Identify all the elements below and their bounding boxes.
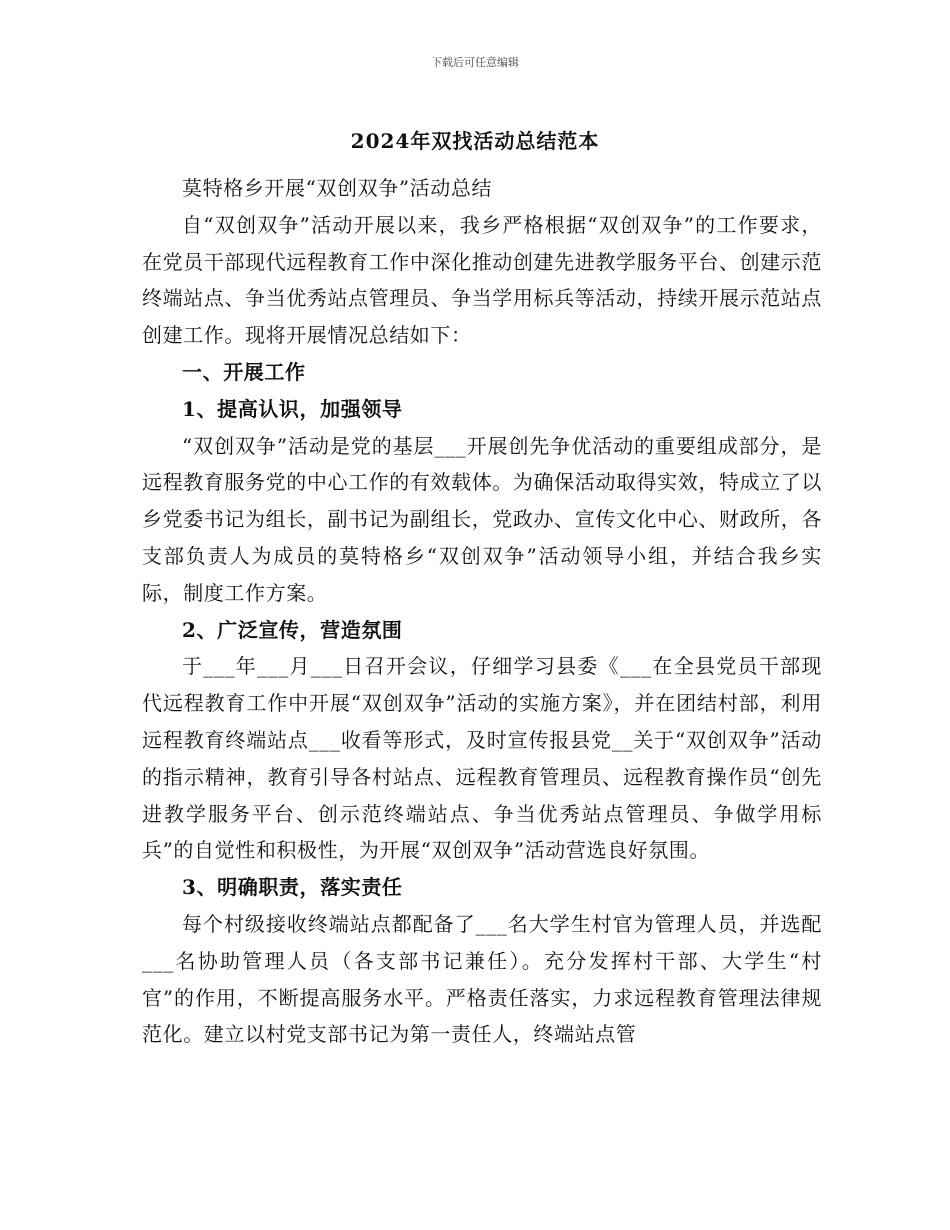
subsection-heading: 2、广泛宣传，营造氛围 xyxy=(182,617,403,642)
document-body xyxy=(142,170,822,1053)
body-paragraph: 莫特格乡开展“双创双争”活动总结 xyxy=(182,176,493,200)
subsection-heading: 3、明确职责，落实责任 xyxy=(182,875,403,900)
header-note: 下载后可任意编辑 xyxy=(431,56,519,69)
body-paragraph: 自“双创双争”活动开展以来，我乡严格根据“双创双争”的工作要求，在党员干部现代远程教育工作中深化推动创建先进教学服务平台、创建示范终端站点、争当优秀站点管理员、争当学用标兵等活动，持续开展示范站点创建工作。现将开展情况总结如下： xyxy=(142,212,822,348)
section-heading: 一、开展工作 xyxy=(182,359,306,384)
subsection-heading: 1、提高认识，加强领导 xyxy=(182,396,403,421)
body-paragraph: “双创双争”活动是党的基层___开展创先争优活动的重要组成部分，是远程教育服务党的中心工作的有效载体。为确保活动取得实效，特成立了以乡党委书记为组长，副书记为副组长，党政办、宣传文化中心、财政所，各支部负责人为成员的莫特格乡“双创双争”活动领导小组，并结合我乡实际，制度工作方案。 xyxy=(142,433,822,605)
document-title: 2024年双找活动总结范本 xyxy=(350,129,600,153)
body-paragraph: 于___年___月___日召开会议，仔细学习县委《___在全县党员干部现代远程教育工作中开展“双创双争”活动的实施方案》，并在团结村部，利用远程教育终端站点___收看等形式，及时宣传报县党__关于“双创双争”活动的指示精神，教育引导各村站点、远程教育管理员、远程教育操作员“创先进教学服务平台、创示范终端站点、争当优秀站点管理员、争做学用标兵”的自觉性和积极性，为开展“双创双争”活动营选良好氛围。 xyxy=(142,654,822,863)
body-paragraph: 每个村级接收终端站点都配备了___名大学生村官为管理人员，并选配___名协助管理人员（各支部书记兼任）。充分发挥村干部、大学生“村官”的作用，不断提高服务水平。严格责任落实，力求远程教育管理法律规范化。建立以村党支部书记为第一责任人，终端站点管 xyxy=(142,911,822,1047)
